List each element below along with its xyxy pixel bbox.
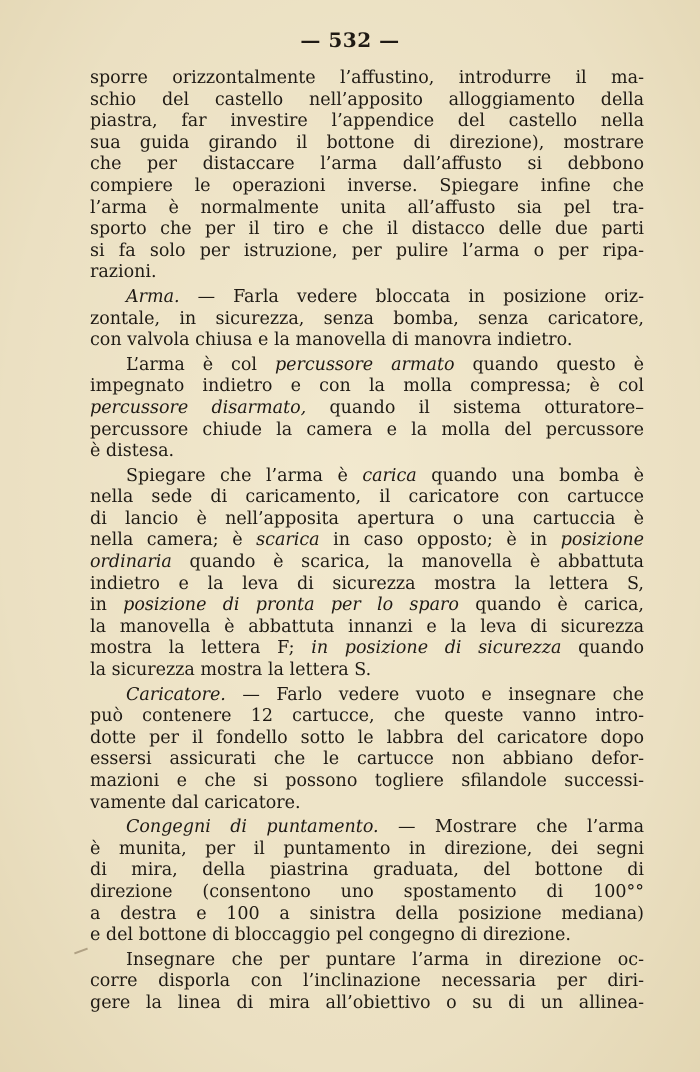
text-line	[90, 860, 644, 882]
text-segment: nella sede di caricamento, il caricatore con cartucce	[90, 487, 644, 508]
text-segment: è distesa.	[90, 441, 175, 462]
text-segment: nella camera; è	[90, 530, 257, 551]
paper-mark	[74, 948, 88, 955]
text-line	[90, 441, 644, 463]
text-segment: L’arma è col	[126, 354, 275, 375]
text-line	[90, 376, 644, 398]
text-line	[90, 398, 644, 420]
text-segment: essersi assicurati che le cartucce non abbiano defor-	[90, 749, 644, 770]
paragraph	[90, 355, 644, 463]
text-segment: impegnato indietro e con la molla compressa; è col	[90, 376, 644, 397]
text-line	[90, 198, 644, 220]
text-segment: che per distaccare l’arma dall’affusto si debbono	[90, 154, 644, 175]
italic-text: posizione di pronta per lo sparo	[123, 595, 459, 616]
text-line	[90, 971, 644, 993]
text-line	[90, 882, 644, 904]
text-segment: indietro e la leva di sicurezza mostra la lettera S,	[90, 573, 644, 594]
italic-text: in posizione di sicurezza	[311, 638, 562, 659]
text-segment: con valvola chiusa e la manovella di manovra indietro.	[90, 330, 573, 351]
text-segment: in caso opposto; è in	[319, 530, 561, 551]
text-segment: direzione (consentono uno spostamento di 100°°	[90, 881, 644, 902]
text-line	[90, 90, 644, 112]
text-segment: — Farlo vedere vuoto e insegnare che	[225, 684, 644, 705]
text-line	[90, 574, 644, 596]
text-line	[90, 420, 644, 442]
text-segment: gere la linea di mira all’obiettivo o su di un allinea-	[90, 992, 644, 1013]
text-segment: schio del castello nell’apposito alloggiamento della	[90, 89, 644, 110]
italic-text: percussore disarmato,	[90, 397, 307, 418]
text-line	[90, 617, 644, 639]
text-segment: quando il sistema otturatore–	[306, 397, 644, 418]
text-segment: sporre orizzontalmente l’affustino, introdurre il ma-	[90, 68, 644, 88]
text-line	[90, 793, 644, 815]
text-line	[90, 68, 644, 90]
paragraph	[90, 68, 644, 284]
text-segment: zontale, in sicurezza, senza bomba, senza caricatore,	[90, 308, 644, 329]
text-line	[90, 530, 644, 552]
text-line	[90, 287, 644, 309]
text-segment: l’arma è normalmente unita all’affusto sia pel tra-	[90, 197, 644, 218]
text-segment: sua guida girando il bottone di direzione), mostrare	[90, 132, 644, 153]
text-segment: compiere le operazioni inverse. Spiegare infine che	[90, 175, 644, 196]
text-segment: Insegnare che per puntare l’arma in direzione oc-	[126, 949, 644, 970]
text-line	[90, 154, 644, 176]
text-line	[90, 638, 644, 660]
text-segment: vamente dal caricatore.	[90, 792, 301, 813]
text-segment: quando è scarica, la manovella è abbattuta	[171, 552, 644, 573]
text-segment: dotte per il fondello sotto le labbra del caricatore dopo	[90, 727, 644, 748]
paragraph	[90, 466, 644, 682]
text-line	[90, 552, 644, 574]
text-line	[90, 839, 644, 861]
text-line	[90, 176, 644, 198]
text-segment: si fa solo per istruzione, per pulire l’arma o per ripa-	[90, 240, 644, 261]
page-number: — 532 —	[300, 28, 400, 52]
text-line	[90, 487, 644, 509]
text-line	[90, 993, 644, 1015]
text-segment: quando una bomba è	[416, 465, 644, 486]
italic-text: percussore armato	[274, 354, 455, 375]
text-line	[90, 771, 644, 793]
italic-text: posizione	[560, 530, 644, 551]
text-line	[90, 262, 644, 284]
text-segment: sporto che per il tiro e che il distacco delle due parti	[90, 219, 644, 240]
text-segment: percussore chiude la camera e la molla del percussore	[90, 419, 644, 440]
text-segment: — Farla vedere bloccata in posizione oriz-	[179, 286, 644, 307]
text-line	[90, 925, 644, 947]
text-segment: quando è carica,	[458, 595, 644, 616]
text-line	[90, 133, 644, 155]
text-segment: Spiegare che l’arma è	[126, 465, 363, 486]
text-line	[90, 904, 644, 926]
text-segment: quando	[561, 638, 644, 659]
italic-text: carica	[362, 465, 417, 486]
text-line	[90, 595, 644, 617]
italic-text: ordinaria	[90, 552, 172, 573]
text-segment: di lancio è nell’apposita apertura o una cartuccia è	[90, 508, 644, 529]
text-segment: mostra la lettera F;	[90, 638, 312, 659]
paragraph	[90, 817, 644, 947]
text-line	[90, 685, 644, 707]
italic-text: Caricatore.	[126, 684, 226, 705]
text-segment: piastra, far investire l’appendice del castello nella	[90, 111, 644, 132]
text-line	[90, 111, 644, 133]
text-segment: di mira, della piastrina graduata, del bottone di	[90, 860, 644, 881]
text-line	[90, 509, 644, 531]
text-segment: quando questo è	[454, 354, 644, 375]
text-line	[90, 950, 644, 972]
text-segment: e del bottone di bloccaggio pel congegno di direzione.	[90, 925, 571, 946]
text-segment: in	[90, 595, 124, 616]
text-line	[90, 660, 644, 682]
paragraph	[90, 950, 644, 1015]
italic-text: Arma.	[126, 286, 180, 307]
text-segment: la manovella è abbattuta innanzi e la leva di sicurezza	[90, 616, 644, 637]
text-segment: razioni.	[90, 262, 157, 283]
body-text	[90, 68, 644, 1018]
italic-text: scarica	[256, 530, 320, 551]
text-line	[90, 355, 644, 377]
text-line	[90, 817, 644, 839]
paragraph	[90, 685, 644, 815]
text-line	[90, 749, 644, 771]
text-segment: — Mostrare che l’arma	[378, 817, 644, 838]
text-line	[90, 728, 644, 750]
text-line	[90, 241, 644, 263]
text-segment: a destra e 100 a sinistra della posizione mediana)	[90, 903, 644, 924]
text-line	[90, 330, 644, 352]
paragraph	[90, 287, 644, 352]
text-segment: può contenere 12 cartucce, che queste vanno intro-	[90, 706, 644, 727]
text-line	[90, 706, 644, 728]
text-segment: corre disporla con l’inclinazione necessaria per diri-	[90, 971, 644, 992]
italic-text: Congegni di puntamento.	[126, 817, 379, 838]
text-segment: è munita, per il puntamento in direzione, dei segni	[90, 838, 644, 859]
text-segment: la sicurezza mostra la lettera S.	[90, 660, 372, 681]
text-line	[90, 219, 644, 241]
text-line	[90, 466, 644, 488]
text-segment: mazioni e che si possono togliere sfilandole successi-	[90, 771, 644, 791]
text-line	[90, 309, 644, 331]
